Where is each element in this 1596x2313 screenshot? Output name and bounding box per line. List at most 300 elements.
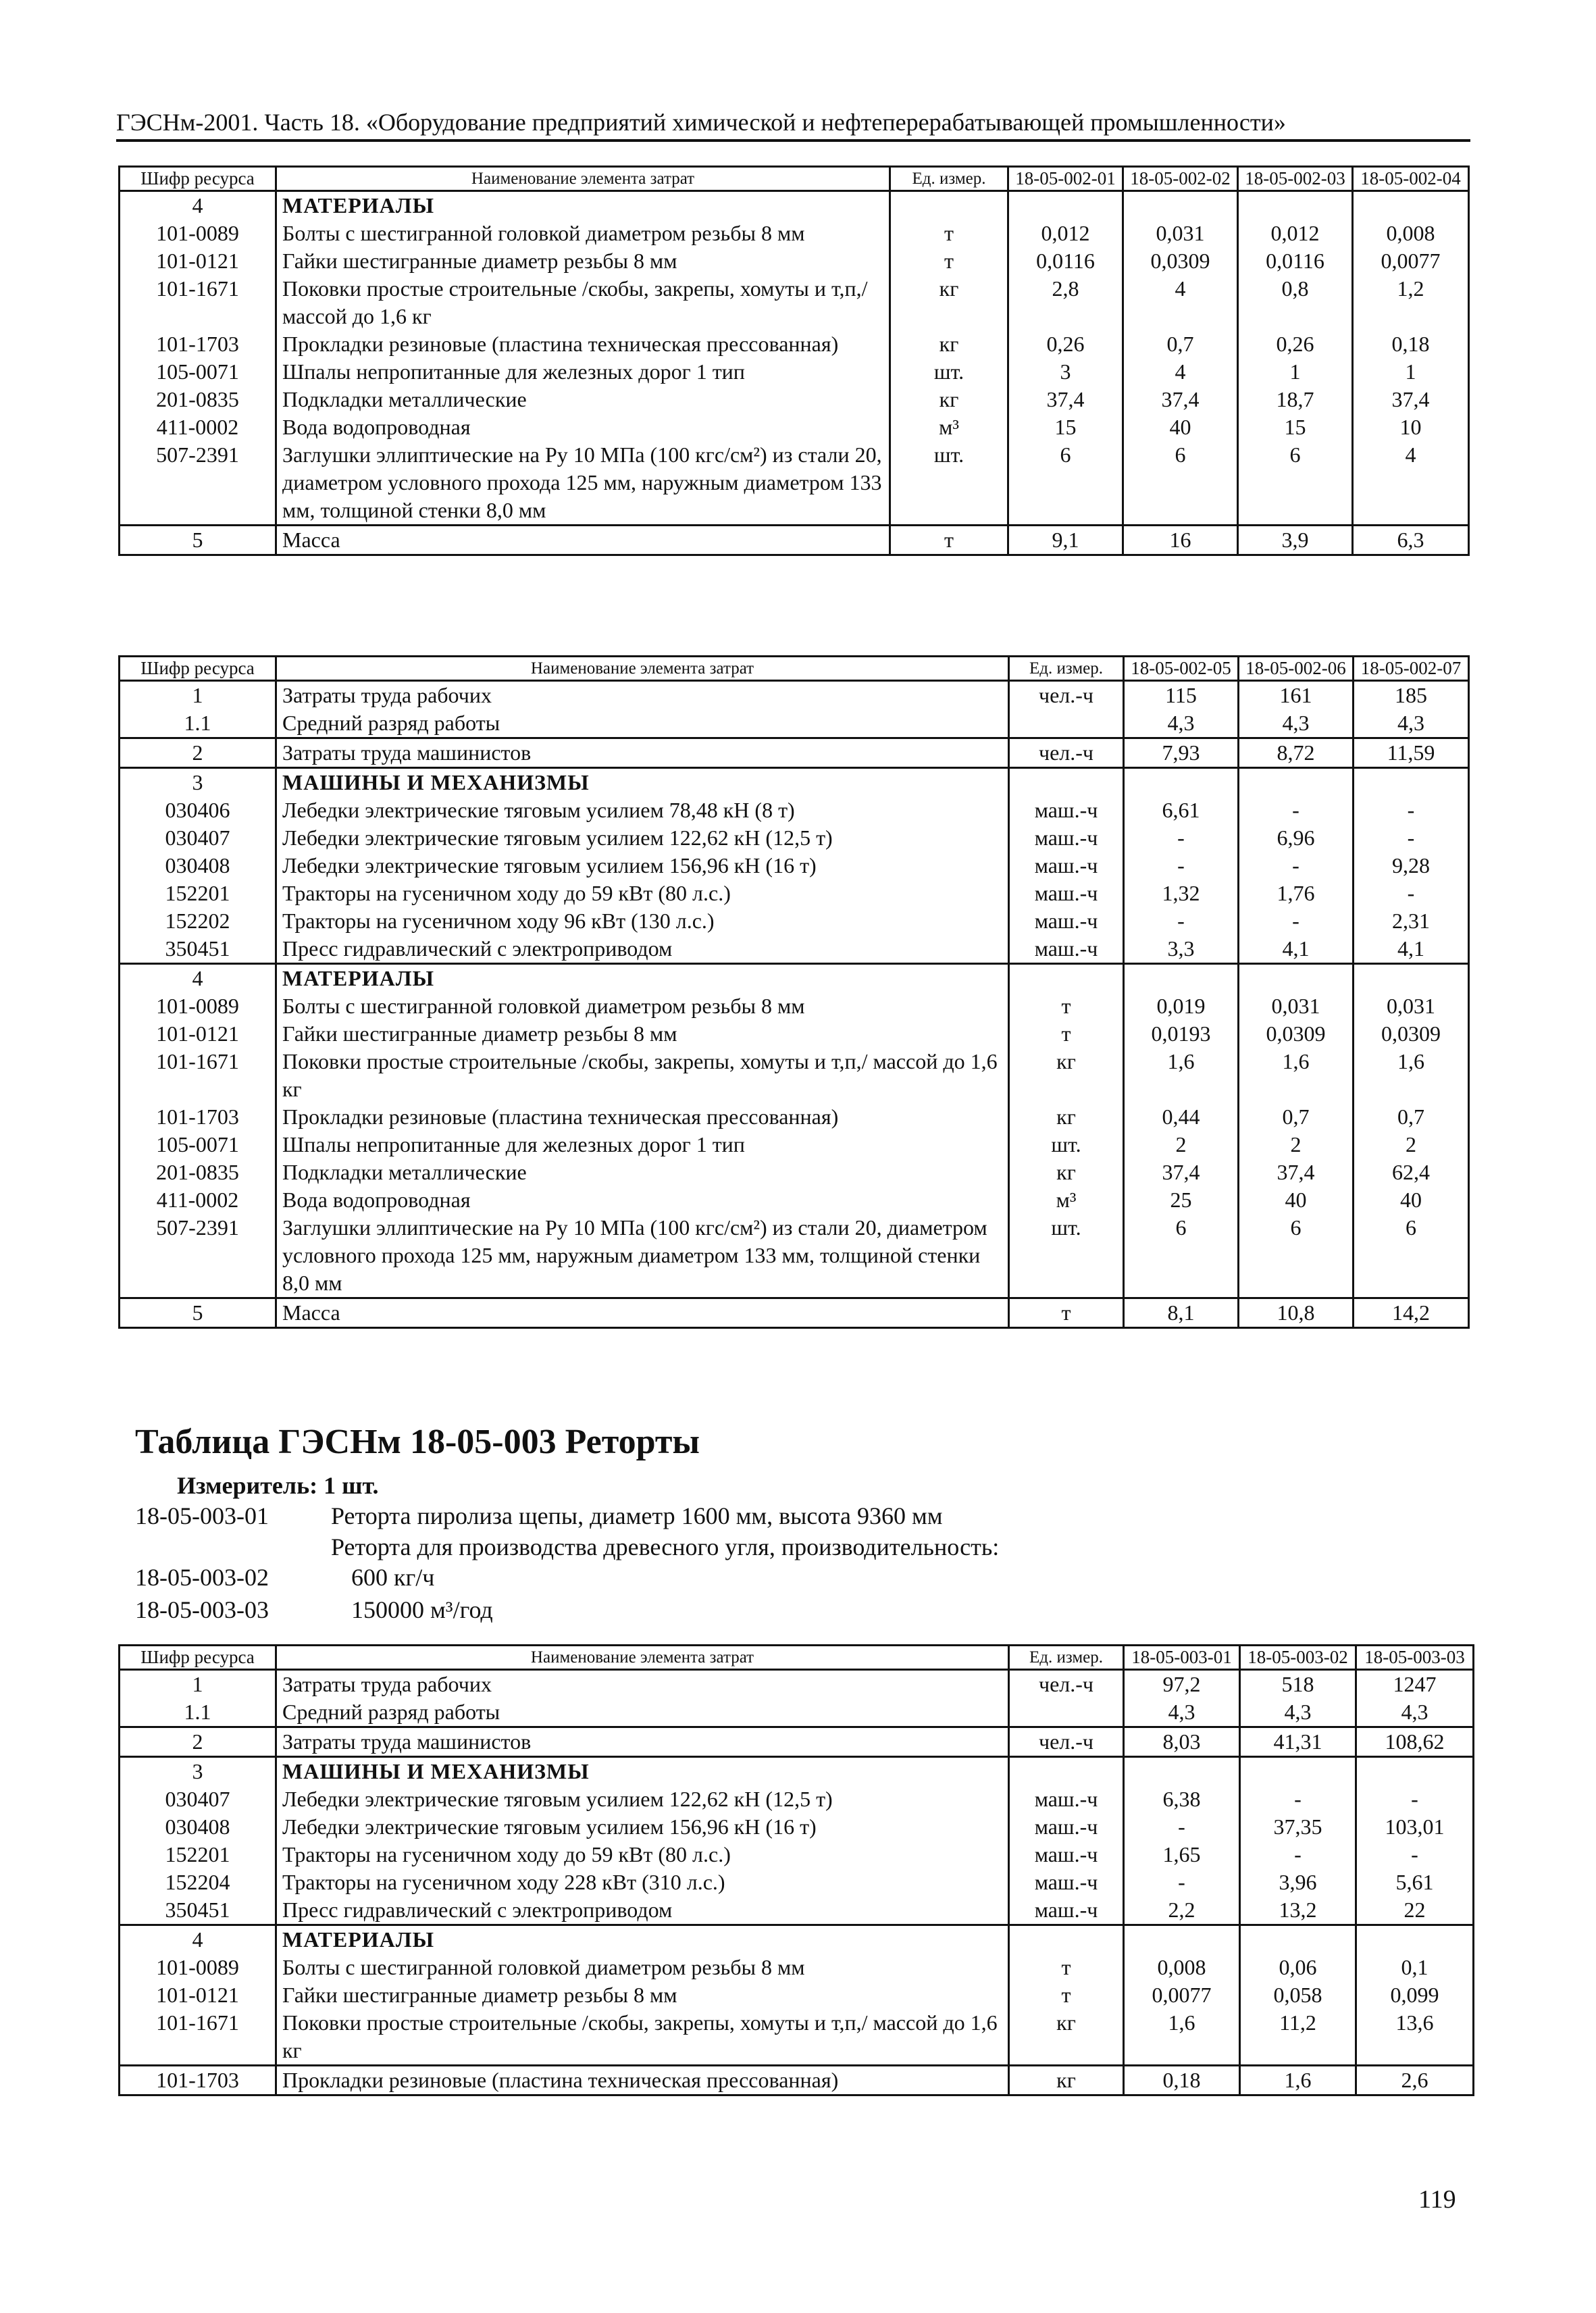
header-cell: 18-05-003-03 xyxy=(1356,1646,1474,1670)
table-row xyxy=(120,358,1469,386)
unit-cell xyxy=(1009,964,1124,993)
table-row xyxy=(120,1757,1474,1786)
running-header: ГЭСНм-2001. Часть 18. «Оборудование предприятий химической и нефтеперерабатывающей промышленности» xyxy=(116,108,1470,142)
value-cell: - xyxy=(1240,1785,1356,1813)
section-heading: МАШИНЫ И МЕХАНИЗМЫ xyxy=(276,768,1009,797)
value-cell: 3,3 xyxy=(1124,935,1239,964)
code-cell: 030407 xyxy=(120,1785,276,1813)
code-cell: 3 xyxy=(120,1757,276,1786)
work-code: 18-05-003-01 xyxy=(135,1502,269,1529)
unit-cell: т xyxy=(890,247,1008,275)
header-cell: 18-05-002-05 xyxy=(1124,657,1239,681)
table-row xyxy=(120,1813,1474,1841)
table-row xyxy=(120,1670,1474,1699)
value-cell: 1,6 xyxy=(1124,1048,1239,1103)
value-cell: - xyxy=(1239,796,1354,824)
value-cell: 3,9 xyxy=(1238,526,1353,555)
value-cell: 25 xyxy=(1124,1186,1239,1214)
header-cell: 18-05-003-02 xyxy=(1240,1646,1356,1670)
work-description: Реторта пиролиза щепы, диаметр 1600 мм, высота 9360 мм xyxy=(331,1502,943,1529)
value-cell: 103,01 xyxy=(1356,1813,1474,1841)
code-cell: 101-0121 xyxy=(120,1981,276,2009)
code-cell: 411-0002 xyxy=(120,413,276,441)
value-cell xyxy=(1353,191,1469,220)
table-header-row xyxy=(120,657,1469,681)
table-row xyxy=(120,386,1469,413)
value-cell: 13,2 xyxy=(1240,1896,1356,1925)
work-description: 600 кг/ч xyxy=(351,1564,435,1591)
name-cell: Подкладки металлические xyxy=(276,386,890,413)
table-row xyxy=(120,247,1469,275)
work-description: 150000 м³/год xyxy=(351,1596,493,1623)
table-row xyxy=(120,1841,1474,1869)
value-cell: 0,0309 xyxy=(1123,247,1238,275)
value-cell: 37,4 xyxy=(1123,386,1238,413)
code-cell: 101-0089 xyxy=(120,992,276,1020)
name-cell: Вода водопроводная xyxy=(276,1186,1009,1214)
value-cell: 8,03 xyxy=(1124,1727,1240,1757)
name-cell: Тракторы на гусеничном ходу 96 кВт (130 л.с.) xyxy=(276,907,1009,935)
value-cell: - xyxy=(1354,796,1469,824)
unit-cell: м³ xyxy=(1009,1186,1124,1214)
value-cell: 6 xyxy=(1354,1214,1469,1298)
value-cell: 0,7 xyxy=(1354,1103,1469,1131)
value-cell: 1,76 xyxy=(1239,880,1354,907)
measure-unit: Измеритель: 1 шт. xyxy=(177,1472,379,1499)
value-cell: 0,0309 xyxy=(1239,1020,1354,1048)
unit-cell xyxy=(890,191,1008,220)
value-cell xyxy=(1008,191,1123,220)
code-cell: 101-1703 xyxy=(120,2066,276,2095)
section-heading: МАШИНЫ И МЕХАНИЗМЫ xyxy=(276,1757,1009,1786)
header-cell: Шифр ресурса xyxy=(120,657,276,681)
value-cell: 37,4 xyxy=(1124,1159,1239,1186)
value-cell: 0,7 xyxy=(1239,1103,1354,1131)
value-cell: 40 xyxy=(1239,1186,1354,1214)
value-cell: 2 xyxy=(1239,1131,1354,1159)
code-cell: 350451 xyxy=(120,1896,276,1925)
value-cell: 1,2 xyxy=(1353,275,1469,330)
name-cell: Тракторы на гусеничном ходу 228 кВт (310 л.с.) xyxy=(276,1869,1009,1896)
code-cell: 152204 xyxy=(120,1869,276,1896)
code-cell: 1.1 xyxy=(120,1698,276,1727)
value-cell: 15 xyxy=(1238,413,1353,441)
table-row xyxy=(120,1727,1474,1757)
name-cell: Лебедки электрические тяговым усилием 122,62 кН (12,5 т) xyxy=(276,824,1009,852)
unit-cell: кг xyxy=(890,386,1008,413)
value-cell: 8,1 xyxy=(1124,1298,1239,1328)
unit-cell xyxy=(1009,1698,1124,1727)
code-cell: 411-0002 xyxy=(120,1186,276,1214)
section-heading: МАТЕРИАЛЫ xyxy=(276,964,1009,993)
unit-cell: кг xyxy=(1009,1103,1124,1131)
code-cell: 152201 xyxy=(120,880,276,907)
unit-cell: чел.-ч xyxy=(1009,681,1124,710)
unit-cell: кг xyxy=(890,275,1008,330)
unit-cell: кг xyxy=(890,330,1008,358)
code-cell: 201-0835 xyxy=(120,386,276,413)
header-cell: Ед. измер. xyxy=(1009,657,1124,681)
unit-cell: т xyxy=(1009,1954,1124,1981)
table-row xyxy=(120,1214,1469,1298)
table-row xyxy=(120,1925,1474,1954)
unit-cell: чел.-ч xyxy=(1009,1670,1124,1699)
value-cell: - xyxy=(1124,824,1239,852)
value-cell: 6,38 xyxy=(1124,1785,1240,1813)
unit-cell: т xyxy=(1009,1298,1124,1328)
value-cell: - xyxy=(1240,1841,1356,1869)
value-cell xyxy=(1240,1925,1356,1954)
code-cell: 3 xyxy=(120,768,276,797)
value-cell: 8,72 xyxy=(1239,738,1354,768)
table-row xyxy=(120,880,1469,907)
table-row xyxy=(120,1869,1474,1896)
unit-cell xyxy=(1009,709,1124,738)
value-cell: 0,031 xyxy=(1354,992,1469,1020)
code-cell: 201-0835 xyxy=(120,1159,276,1186)
code-cell: 101-1671 xyxy=(120,1048,276,1103)
name-cell: Гайки шестигранные диаметр резьбы 8 мм xyxy=(276,1981,1009,2009)
table-row xyxy=(120,1981,1474,2009)
code-cell: 2 xyxy=(120,738,276,768)
value-cell: - xyxy=(1239,907,1354,935)
value-cell: 0,06 xyxy=(1240,1954,1356,1981)
table-row xyxy=(120,1698,1474,1727)
code-cell: 101-0089 xyxy=(120,1954,276,1981)
table-row xyxy=(120,768,1469,797)
name-cell: Гайки шестигранные диаметр резьбы 8 мм xyxy=(276,247,890,275)
value-cell: 37,4 xyxy=(1239,1159,1354,1186)
code-cell: 507-2391 xyxy=(120,1214,276,1298)
value-cell: 0,008 xyxy=(1353,220,1469,247)
name-cell: Масса xyxy=(276,526,890,555)
table-row xyxy=(120,220,1469,247)
code-cell: 101-0121 xyxy=(120,247,276,275)
name-cell: Болты с шестигранной головкой диаметром резьбы 8 мм xyxy=(276,220,890,247)
value-cell: 0,26 xyxy=(1008,330,1123,358)
code-cell: 101-1703 xyxy=(120,1103,276,1131)
name-cell: Лебедки электрические тяговым усилием 156,96 кН (16 т) xyxy=(276,852,1009,880)
unit-cell: т xyxy=(1009,992,1124,1020)
value-cell: 4,3 xyxy=(1356,1698,1474,1727)
value-cell: 37,4 xyxy=(1008,386,1123,413)
header-cell: 18-05-002-03 xyxy=(1238,167,1353,191)
value-cell xyxy=(1238,191,1353,220)
table-row xyxy=(120,1103,1469,1131)
header-cell: Ед. измер. xyxy=(1009,1646,1124,1670)
value-cell: 4,3 xyxy=(1124,709,1239,738)
value-cell: 3 xyxy=(1008,358,1123,386)
value-cell: 40 xyxy=(1354,1186,1469,1214)
value-cell: 1 xyxy=(1353,358,1469,386)
code-cell: 4 xyxy=(120,964,276,993)
table-row xyxy=(120,852,1469,880)
value-cell: 0,18 xyxy=(1353,330,1469,358)
unit-cell: кг xyxy=(1009,2009,1124,2066)
value-cell: 1,6 xyxy=(1124,2009,1240,2066)
value-cell: 6 xyxy=(1238,441,1353,526)
code-cell: 101-1671 xyxy=(120,275,276,330)
table-row xyxy=(120,413,1469,441)
name-cell: Пресс гидравлический с электроприводом xyxy=(276,935,1009,964)
table-18-05-002-part1 xyxy=(118,166,1470,556)
unit-cell: т xyxy=(1009,1981,1124,2009)
value-cell: 2,31 xyxy=(1354,907,1469,935)
value-cell: 22 xyxy=(1356,1896,1474,1925)
name-cell: Затраты труда машинистов xyxy=(276,1727,1009,1757)
header-cell: Наименование элемента затрат xyxy=(276,167,890,191)
value-cell: - xyxy=(1356,1841,1474,1869)
unit-cell: т xyxy=(1009,1020,1124,1048)
value-cell: - xyxy=(1354,824,1469,852)
code-cell: 105-0071 xyxy=(120,358,276,386)
value-cell: 9,1 xyxy=(1008,526,1123,555)
value-cell: 14,2 xyxy=(1354,1298,1469,1328)
name-cell: Лебедки электрические тяговым усилием 78,48 кН (8 т) xyxy=(276,796,1009,824)
table-row xyxy=(120,738,1469,768)
value-cell: 1,6 xyxy=(1354,1048,1469,1103)
header-cell: Шифр ресурса xyxy=(120,167,276,191)
section-heading: МАТЕРИАЛЫ xyxy=(276,191,890,220)
header-cell: 18-05-002-02 xyxy=(1123,167,1238,191)
value-cell: 0,0077 xyxy=(1124,1981,1240,2009)
name-cell: Тракторы на гусеничном ходу до 59 кВт (80 л.с.) xyxy=(276,1841,1009,1869)
name-cell: Подкладки металлические xyxy=(276,1159,1009,1186)
value-cell: 161 xyxy=(1239,681,1354,710)
value-cell: 115 xyxy=(1124,681,1239,710)
value-cell: 1 xyxy=(1238,358,1353,386)
value-cell xyxy=(1354,768,1469,797)
table-row xyxy=(120,681,1469,710)
value-cell: 4 xyxy=(1123,358,1238,386)
unit-cell: маш.-ч xyxy=(1009,935,1124,964)
value-cell xyxy=(1239,964,1354,993)
name-cell: Болты с шестигранной головкой диаметром резьбы 8 мм xyxy=(276,992,1009,1020)
unit-cell: шт. xyxy=(1009,1131,1124,1159)
value-cell xyxy=(1124,964,1239,993)
table-row xyxy=(120,1954,1474,1981)
unit-cell: маш.-ч xyxy=(1009,907,1124,935)
code-cell: 1.1 xyxy=(120,709,276,738)
header-cell: Ед. измер. xyxy=(890,167,1008,191)
name-cell: Поковки простые строительные /скобы, закрепы, хомуты и т,п,/ массой до 1,6 кг xyxy=(276,2009,1009,2066)
table-row xyxy=(120,1896,1474,1925)
name-cell: Тракторы на гусеничном ходу до 59 кВт (80 л.с.) xyxy=(276,880,1009,907)
unit-cell: маш.-ч xyxy=(1009,1896,1124,1925)
value-cell xyxy=(1239,768,1354,797)
unit-cell: шт. xyxy=(1009,1214,1124,1298)
unit-cell: м³ xyxy=(890,413,1008,441)
value-cell: 518 xyxy=(1240,1670,1356,1699)
name-cell: Масса xyxy=(276,1298,1009,1328)
value-cell: 1,65 xyxy=(1124,1841,1240,1869)
unit-cell: маш.-ч xyxy=(1009,1869,1124,1896)
table-row xyxy=(120,191,1469,220)
value-cell: 2,6 xyxy=(1356,2066,1474,2095)
unit-cell xyxy=(1009,1925,1124,1954)
value-cell: 15 xyxy=(1008,413,1123,441)
name-cell: Гайки шестигранные диаметр резьбы 8 мм xyxy=(276,1020,1009,1048)
code-cell: 2 xyxy=(120,1727,276,1757)
page-number: 119 xyxy=(1418,2185,1456,2214)
value-cell: 37,35 xyxy=(1240,1813,1356,1841)
value-cell: 0,18 xyxy=(1124,2066,1240,2095)
value-cell xyxy=(1356,1925,1474,1954)
value-cell: - xyxy=(1354,880,1469,907)
table-row xyxy=(120,1048,1469,1103)
work-code: 18-05-003-03 xyxy=(135,1596,269,1623)
value-cell: 0,0116 xyxy=(1238,247,1353,275)
name-cell: Прокладки резиновые (пластина техническая прессованная) xyxy=(276,330,890,358)
value-cell xyxy=(1123,191,1238,220)
unit-cell xyxy=(1009,1757,1124,1786)
header-cell: Шифр ресурса xyxy=(120,1646,276,1670)
value-cell: 1,6 xyxy=(1239,1048,1354,1103)
unit-cell: маш.-ч xyxy=(1009,852,1124,880)
code-cell: 4 xyxy=(120,1925,276,1954)
unit-cell: кг xyxy=(1009,2066,1124,2095)
unit-cell: маш.-ч xyxy=(1009,1813,1124,1841)
value-cell: 4,3 xyxy=(1239,709,1354,738)
value-cell: - xyxy=(1124,852,1239,880)
value-cell: 0,031 xyxy=(1239,992,1354,1020)
name-cell: Лебедки электрические тяговым усилием 122,62 кН (12,5 т) xyxy=(276,1785,1009,1813)
table-row xyxy=(120,330,1469,358)
table-row xyxy=(120,526,1469,555)
table-row xyxy=(120,1159,1469,1186)
value-cell: - xyxy=(1356,1785,1474,1813)
value-cell: 0,012 xyxy=(1238,220,1353,247)
value-cell: 1,32 xyxy=(1124,880,1239,907)
value-cell: 2 xyxy=(1124,1131,1239,1159)
code-cell: 152202 xyxy=(120,907,276,935)
value-cell: 6,61 xyxy=(1124,796,1239,824)
name-cell: Вода водопроводная xyxy=(276,413,890,441)
value-cell: 3,96 xyxy=(1240,1869,1356,1896)
name-cell: Прокладки резиновые (пластина техническая прессованная) xyxy=(276,2066,1009,2095)
value-cell: 6,3 xyxy=(1353,526,1469,555)
value-cell: 0,058 xyxy=(1240,1981,1356,2009)
value-cell: 4,3 xyxy=(1240,1698,1356,1727)
value-cell: 13,6 xyxy=(1356,2009,1474,2066)
name-cell: Шпалы непропитанные для железных дорог 1 тип xyxy=(276,1131,1009,1159)
value-cell: 6,96 xyxy=(1239,824,1354,852)
unit-cell: т xyxy=(890,526,1008,555)
value-cell: 41,31 xyxy=(1240,1727,1356,1757)
code-cell: 030407 xyxy=(120,824,276,852)
value-cell: 0,8 xyxy=(1238,275,1353,330)
value-cell: 10 xyxy=(1353,413,1469,441)
value-cell: 0,099 xyxy=(1356,1981,1474,2009)
section-heading: МАТЕРИАЛЫ xyxy=(276,1925,1009,1954)
value-cell: 4,1 xyxy=(1354,935,1469,964)
work-code: 18-05-003-02 xyxy=(135,1564,269,1591)
code-cell: 030408 xyxy=(120,1813,276,1841)
code-cell: 030406 xyxy=(120,796,276,824)
value-cell: 9,28 xyxy=(1354,852,1469,880)
code-cell: 101-1671 xyxy=(120,2009,276,2066)
name-cell: Лебедки электрические тяговым усилием 156,96 кН (16 т) xyxy=(276,1813,1009,1841)
code-cell: 101-0121 xyxy=(120,1020,276,1048)
table-row xyxy=(120,2066,1474,2095)
name-cell: Средний разряд работы xyxy=(276,709,1009,738)
table-row xyxy=(120,441,1469,526)
name-cell: Болты с шестигранной головкой диаметром резьбы 8 мм xyxy=(276,1954,1009,1981)
unit-cell: маш.-ч xyxy=(1009,796,1124,824)
value-cell: 0,0309 xyxy=(1354,1020,1469,1048)
value-cell: 0,7 xyxy=(1123,330,1238,358)
unit-cell: кг xyxy=(1009,1048,1124,1103)
value-cell: - xyxy=(1124,907,1239,935)
work-description: Реторта для производства древесного угля, производительность: xyxy=(331,1533,1000,1560)
name-cell: Поковки простые строительные /скобы, закрепы, хомуты и т,п,/ массой до 1,6 кг xyxy=(276,275,890,330)
value-cell: 16 xyxy=(1123,526,1238,555)
value-cell: 185 xyxy=(1354,681,1469,710)
table-row xyxy=(120,1020,1469,1048)
table-header-row xyxy=(120,1646,1474,1670)
value-cell: 0,0116 xyxy=(1008,247,1123,275)
table-row xyxy=(120,935,1469,964)
value-cell xyxy=(1124,768,1239,797)
code-cell: 350451 xyxy=(120,935,276,964)
value-cell: 97,2 xyxy=(1124,1670,1240,1699)
value-cell: 2,8 xyxy=(1008,275,1123,330)
table-row xyxy=(120,1131,1469,1159)
table-row xyxy=(120,1298,1469,1328)
code-cell: 030408 xyxy=(120,852,276,880)
value-cell xyxy=(1124,1925,1240,1954)
value-cell: 0,0077 xyxy=(1353,247,1469,275)
value-cell: 11,2 xyxy=(1240,2009,1356,2066)
unit-cell: маш.-ч xyxy=(1009,880,1124,907)
table-row xyxy=(120,709,1469,738)
unit-cell: кг xyxy=(1009,1159,1124,1186)
value-cell: 2,2 xyxy=(1124,1896,1240,1925)
header-cell: Наименование элемента затрат xyxy=(276,1646,1009,1670)
table-row xyxy=(120,964,1469,993)
table-header-row xyxy=(120,167,1469,191)
value-cell: 6 xyxy=(1124,1214,1239,1298)
value-cell: 4 xyxy=(1353,441,1469,526)
header-cell: 18-05-002-06 xyxy=(1239,657,1354,681)
code-cell: 1 xyxy=(120,1670,276,1699)
table-row xyxy=(120,796,1469,824)
code-cell: 507-2391 xyxy=(120,441,276,526)
unit-cell: маш.-ч xyxy=(1009,1785,1124,1813)
value-cell: - xyxy=(1124,1869,1240,1896)
table-row xyxy=(120,992,1469,1020)
code-cell: 101-0089 xyxy=(120,220,276,247)
name-cell: Затраты труда машинистов xyxy=(276,738,1009,768)
value-cell: 0,012 xyxy=(1008,220,1123,247)
value-cell: 0,26 xyxy=(1238,330,1353,358)
value-cell: 4 xyxy=(1123,275,1238,330)
unit-cell: шт. xyxy=(890,358,1008,386)
name-cell: Затраты труда рабочих xyxy=(276,1670,1009,1699)
value-cell: 5,61 xyxy=(1356,1869,1474,1896)
name-cell: Затраты труда рабочих xyxy=(276,681,1009,710)
name-cell: Шпалы непропитанные для железных дорог 1 тип xyxy=(276,358,890,386)
unit-cell: чел.-ч xyxy=(1009,738,1124,768)
unit-cell: чел.-ч xyxy=(1009,1727,1124,1757)
header-cell: 18-05-002-07 xyxy=(1354,657,1469,681)
value-cell: 1247 xyxy=(1356,1670,1474,1699)
value-cell: 4,1 xyxy=(1239,935,1354,964)
unit-cell: шт. xyxy=(890,441,1008,526)
value-cell: 1,6 xyxy=(1240,2066,1356,2095)
value-cell: 7,93 xyxy=(1124,738,1239,768)
value-cell xyxy=(1356,1757,1474,1786)
